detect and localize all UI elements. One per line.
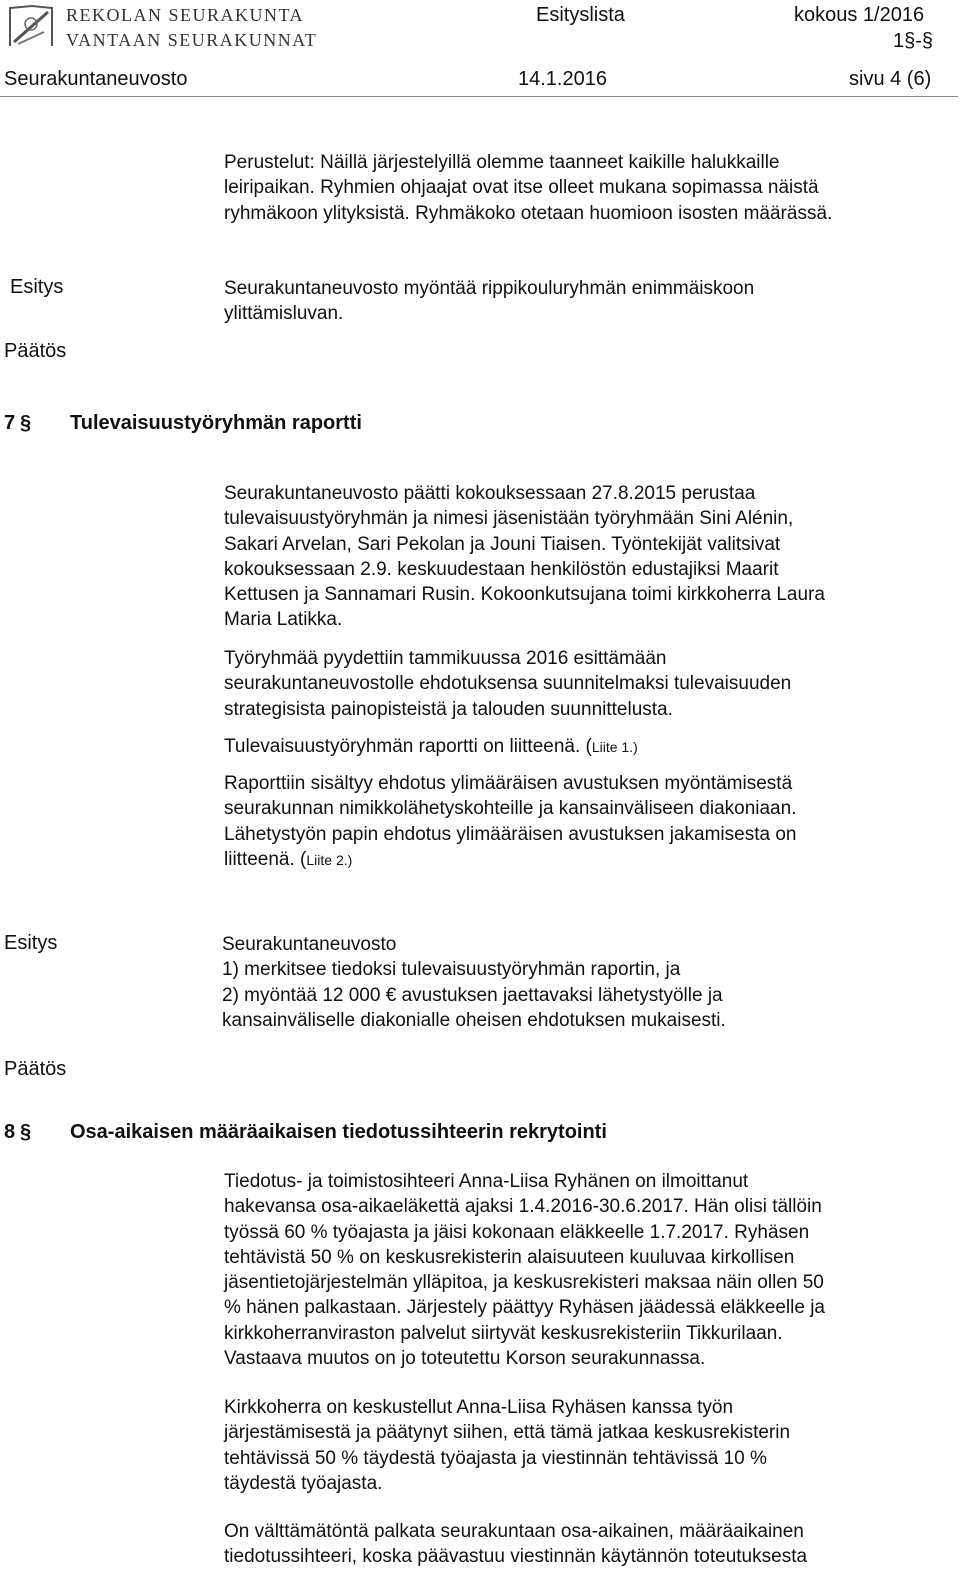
text-line: Lähetystyön papin ehdotus ylimääräisen avustuksen jakamisesta on xyxy=(224,823,797,845)
text-line: työssä 60 % työajasta ja jäisi kokonaan eläkkeelle 1.7.2017. Ryhäsen xyxy=(224,1221,810,1243)
text-line: Perustelut: Näillä järjestelyillä olemme taanneet kaikille halukkaille xyxy=(224,152,780,173)
text-line: tulevaisuustyöryhmän ja nimesi jäsenistään työryhmään Sini Alénin, xyxy=(224,508,794,530)
text-span: Tulevaisuustyöryhmän raportti on liitteenä. ( xyxy=(224,736,592,757)
text-line: tiedotussihteeri, koska päävastuu viestinnän käytännön toteutuksesta xyxy=(224,1546,808,1568)
paatos-label: Päätös xyxy=(4,1058,67,1080)
logo-emblem xyxy=(4,2,58,50)
page-number: sivu 4 (6) xyxy=(849,68,932,90)
text-line: 1) merkitsee tiedoksi tulevaisuustyöryhmän raportin, ja xyxy=(222,959,681,981)
esitys-text xyxy=(222,932,947,1033)
text-line: Raporttiin sisältyy ehdotus ylimääräisen avustuksen myöntämisestä xyxy=(224,773,793,794)
body-name: Seurakuntaneuvosto xyxy=(4,68,188,90)
attachment-ref: Liite 2. xyxy=(306,851,348,868)
text-line: Työryhmää pyydettiin tammikuussa 2016 esittämään xyxy=(224,648,667,669)
text-line: Seurakuntaneuvosto myöntää rippikouluryhmän enimmäiskoon xyxy=(224,278,755,299)
section8-para1 xyxy=(224,1169,949,1371)
text-span: ) xyxy=(347,851,353,868)
text-line: Kirkkoherra on keskustellut Anna-Liisa Ryhäsen kanssa työn xyxy=(224,1397,734,1418)
section-title: Tulevaisuustyöryhmän raportti xyxy=(70,412,362,434)
section-number: 8 xyxy=(4,1121,16,1143)
attachment-ref: Liite 1. xyxy=(591,739,634,755)
text-line: Sakari Arvelan, Sari Pekolan ja Jouni Tiaisen. Työntekijät valitsivat xyxy=(224,533,781,555)
text-line: ylittämisluvan. xyxy=(224,303,344,325)
section-range: 1§-§ xyxy=(893,30,934,52)
esitys-text xyxy=(224,276,944,327)
text-span: ) xyxy=(633,739,638,755)
text-line: järjestämisestä ja päätynyt siihen, että tämä jatkaa keskusrekisterin xyxy=(224,1422,791,1444)
text-line: strategisista painopisteistä ja talouden suunnittelusta. xyxy=(224,698,673,720)
section7-para2 xyxy=(224,646,949,722)
text-line: tehtävissä 50 % täydestä työajasta ja viestinnän tehtävissä 10 % xyxy=(224,1447,767,1469)
text-line: Seurakuntaneuvosto päätti kokouksessaan 27.8.2015 perustaa xyxy=(224,483,756,504)
doc-type: Esityslista xyxy=(536,4,625,26)
section-sign-icon: § xyxy=(20,412,32,434)
org-name-line1: REKOLAN SEURAKUNTA xyxy=(66,5,305,25)
text-line: On välttämätöntä palkata seurakuntaan osa-aikainen, määräaikainen xyxy=(224,1521,804,1542)
section-title: Osa-aikaisen määräaikaisen tiedotussihteerin rekrytointi xyxy=(70,1121,607,1143)
text-line: kansainväliselle diakonialle oheisen ehdotuksen mukaisesti. xyxy=(222,1009,726,1031)
text-line: seurakunnan nimikkolähetyskohteille ja kansainväliseen diakoniaan. xyxy=(224,798,797,820)
perustelut-text xyxy=(224,150,944,226)
text-line: Tiedotus- ja toimistosihteeri Anna-Liisa Ryhänen on ilmoittanut xyxy=(224,1171,749,1192)
text-line: ryhmäkoon ylityksistä. Ryhmäkoko otetaan huomioon isosten määrässä. xyxy=(224,202,833,224)
text-line: täydestä työajasta. xyxy=(224,1472,383,1494)
header-rule xyxy=(0,96,958,97)
text-span: liitteenä. ( xyxy=(224,848,307,870)
section7-para4 xyxy=(224,771,949,873)
section7-para1 xyxy=(224,481,949,633)
text-line: Vastaava muutos on jo toteutettu Korson seurakunnassa. xyxy=(224,1348,706,1370)
section-number: 7 xyxy=(4,412,16,434)
section8-para2 xyxy=(224,1395,949,1496)
text-line: kokouksessaan 2.9. keskuudestaan henkilöstön edustajiksi Maarit xyxy=(224,558,779,580)
text-line: 2) myöntää 12 000 € avustuksen jaettavaksi lähetystyölle ja xyxy=(222,984,723,1006)
text-line: leiripaikan. Ryhmien ohjaajat ovat itse olleet mukana sopimassa näistä xyxy=(224,177,819,199)
section8-para3 xyxy=(224,1519,949,1570)
text-line: Maria Latikka. xyxy=(224,609,343,631)
meeting-date: 14.1.2016 xyxy=(518,68,607,90)
esitys-label: Esitys xyxy=(4,932,58,954)
text-line: seurakuntaneuvostolle ehdotuksensa suunnitelmaksi tulevaisuuden xyxy=(224,673,792,695)
section-sign-icon: § xyxy=(20,1121,32,1143)
esitys-label: Esitys xyxy=(10,276,64,298)
text-line: jäsentietojärjestelmän ylläpitoa, ja keskusrekisteri maksaa näin ollen 50 xyxy=(224,1272,824,1294)
text-line: % hänen palkastaan. Järjestely päättyy Ryhäsen jäädessä eläkkeelle ja xyxy=(224,1297,825,1319)
text-line: Seurakuntaneuvosto xyxy=(222,934,397,955)
text-line: kirkkoherranviraston palvelut siirtyvät keskusrekisteriin Tikkurilaan. xyxy=(224,1322,783,1344)
text-line: tehtävistä 50 % on keskusrekisterin alaisuuteen kuuluvaa kirkollisen xyxy=(224,1246,795,1268)
section7-para3 xyxy=(224,734,949,760)
text-line: hakevansa osa-aikaeläkettä ajaksi 1.4.2016-30.6.2017. Hän olisi tällöin xyxy=(224,1196,822,1218)
text-line: Kettusen ja Sannamari Rusin. Kokoonkutsujana toimi kirkkoherra Laura xyxy=(224,584,825,606)
meeting-number: kokous 1/2016 xyxy=(794,4,925,26)
paatos-label: Päätös xyxy=(4,340,67,362)
org-name-line2: VANTAAN SEURAKUNNAT xyxy=(66,30,318,50)
